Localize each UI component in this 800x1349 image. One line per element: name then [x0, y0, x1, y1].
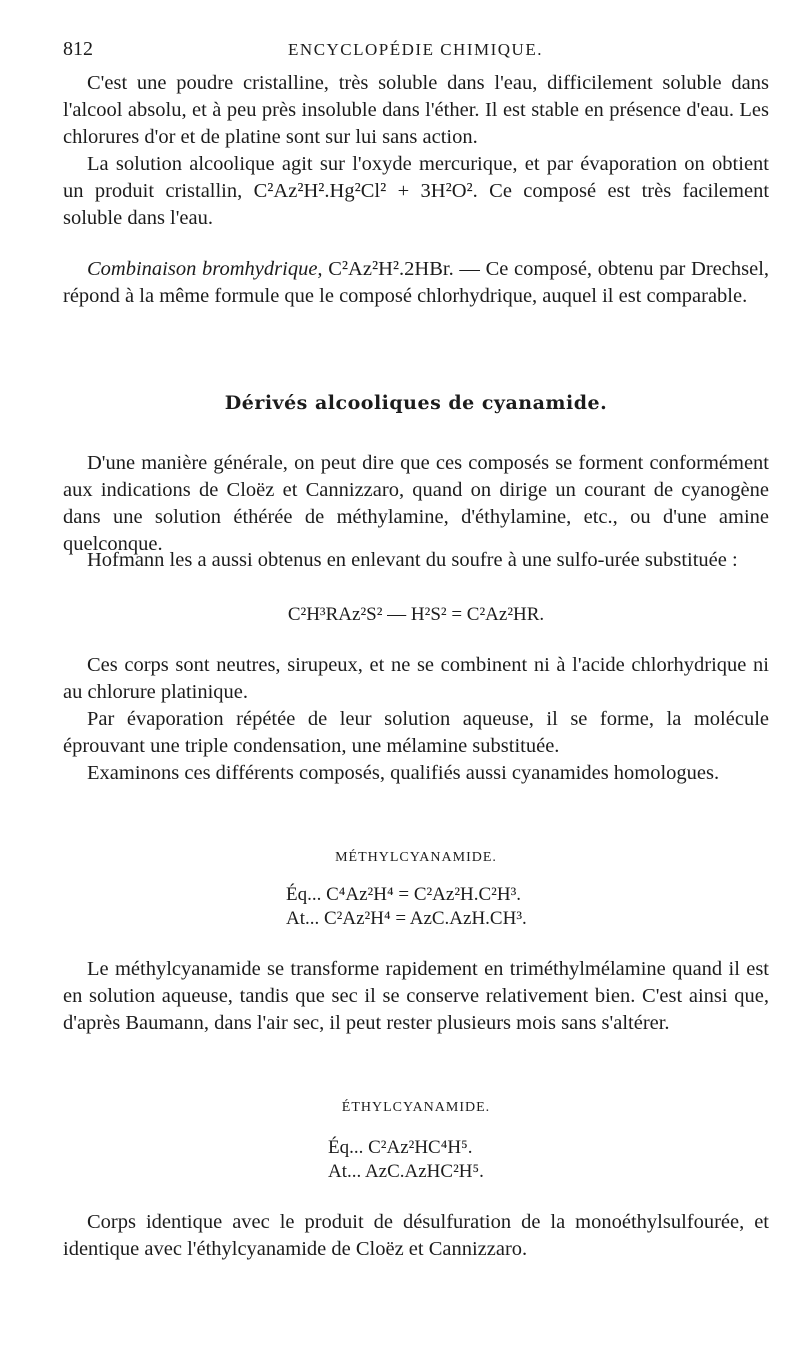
paragraph-2-text: La solution alcoolique agit sur l'oxyde mercurique, et par évaporation on obtient un produit cristallin, — [63, 153, 769, 202]
paragraph-2-tail: Ce composé est très facilement soluble dans l'eau. — [63, 180, 770, 229]
paragraph-2 — [63, 151, 769, 232]
methyl-at-label: At... — [286, 908, 320, 929]
ethyl-eq-label: Éq... — [328, 1137, 364, 1158]
methyl-at-formula: C²Az²H⁴ = AzC.AzH.CH³. — [324, 908, 527, 929]
ethyl-eq-line — [328, 1136, 484, 1160]
paragraph-3-text: — Ce composé, obtenu par Drechsel, répond à la même formule que le composé chlorhydrique, auquel il est comparable. — [63, 258, 770, 307]
paragraph-3 — [63, 256, 769, 310]
methyl-eq-label: Éq... — [286, 884, 322, 905]
paragraph-6: Ces corps sont neutres, sirupeux, et ne se combinent ni à l'acide chlorhydrique ni au chlorure platinique. — [63, 654, 769, 703]
paragraph-9: Le méthylcyanamide se transforme rapidement en triméthylmélamine quand il est en solution aqueuse, tandis que sec il se conserve relativement bien. C'est ainsi que, d'après Baumann, dans l'air sec, il peut rester plusieurs mois sans s'altérer. — [63, 958, 769, 1034]
ethylcyanamide-formulas — [328, 1136, 484, 1184]
equation-1: C²H³RAz²S² — H²S² = C²Az²HR. — [287, 604, 545, 625]
page-number: 812 — [63, 38, 93, 60]
section-title: Dérivés alcooliques de cyanamide. — [224, 392, 608, 414]
methyl-eq-line — [286, 883, 527, 907]
methylcyanamide-formulas — [286, 883, 527, 931]
running-title: ENCYCLOPÉDIE CHIMIQUE. — [288, 40, 543, 59]
paragraph-5: Hofmann les a aussi obtenus en enlevant du soufre à une sulfo-urée substituée : — [87, 549, 738, 571]
ethyl-eq-formula: C²Az²HC⁴H⁵. — [368, 1137, 473, 1158]
ethylcyanamide-heading: ÉTHYLCYANAMIDE. — [341, 1100, 491, 1115]
paragraph-4: D'une manière générale, on peut dire que ces composés se forment conformément aux indications de Cloëz et Cannizzaro, quand on dirige un courant de cyanogène dans une solution éthérée de méthylamine, d'éthylamine, etc., ou d'une amine quelconque. — [63, 452, 769, 555]
paragraph-1: C'est une poudre cristalline, très soluble dans l'eau, difficilement soluble dans l'alcool absolu, et à peu près insoluble dans l'éther. Il est stable en présence d'eau. Les chlorures d'or et de platine sont sur lui sans action. — [63, 72, 769, 148]
methyl-at-line — [286, 907, 527, 931]
paragraph-3-title: Combinaison bromhydrique, — [87, 258, 323, 280]
paragraph-2-formula: C²Az²H².Hg²Cl² + 3H²O². — [253, 180, 478, 202]
paragraph-8: Examinons ces différents composés, qualifiés aussi cyanamides homologues. — [87, 762, 720, 784]
ethyl-at-label: At... — [328, 1161, 362, 1182]
methylcyanamide-heading: MÉTHYLCYANAMIDE. — [335, 850, 497, 865]
ethyl-at-formula: AzC.AzHC²H⁵. — [364, 1161, 484, 1182]
paragraph-10: Corps identique avec le produit de désulfuration de la monoéthylsulfourée, et identique avec l'éthylcyanamide de Cloëz et Cannizzaro. — [63, 1211, 769, 1260]
paragraph-7: Par évaporation répétée de leur solution aqueuse, il se forme, la molécule éprouvant une triple condensation, une mélamine substituée. — [63, 708, 769, 757]
running-header — [63, 38, 768, 62]
methyl-eq-formula: C⁴Az²H⁴ = C²Az²H.C²H³. — [326, 884, 522, 905]
paragraph-3-formula: C²Az²H².2HBr. — [328, 258, 454, 280]
ethyl-at-line — [328, 1160, 484, 1184]
